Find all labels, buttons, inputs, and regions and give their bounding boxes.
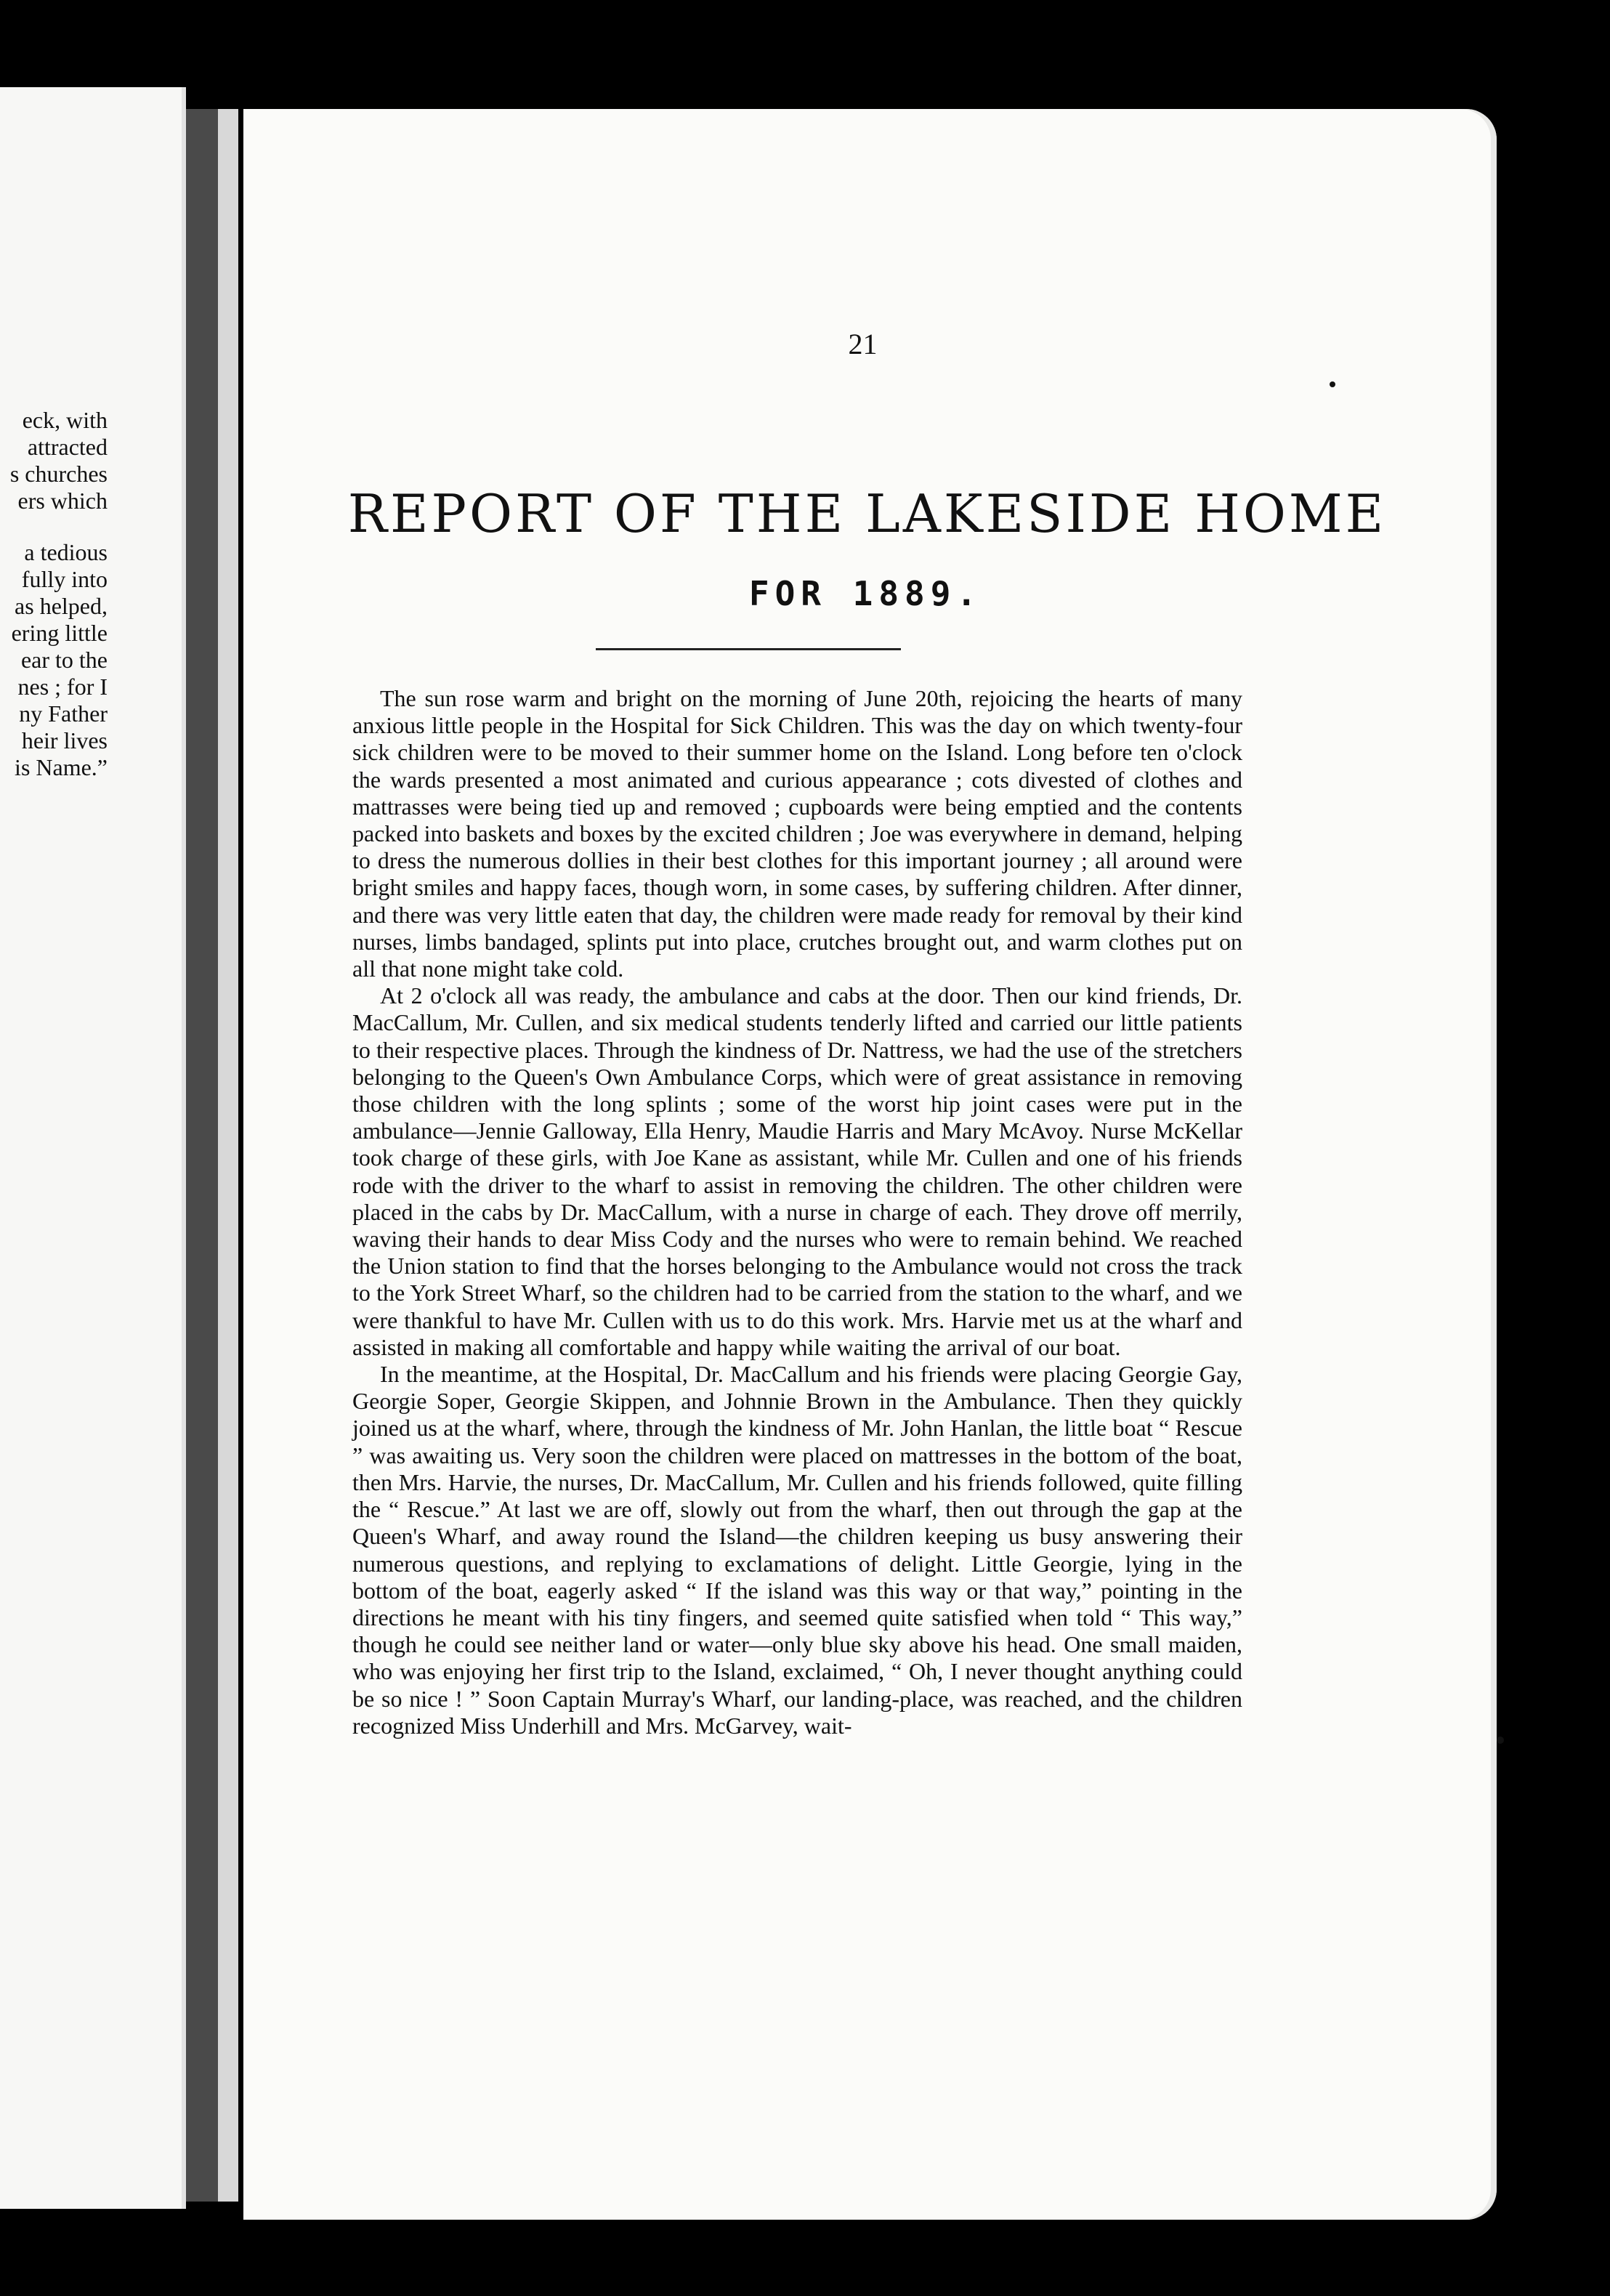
report-body [352,685,1242,1739]
left-line: heir lives [21,727,108,753]
left-line: attracted [27,434,108,460]
left-line: ers which [17,488,108,514]
paragraph: At 2 o'clock all was ready, the ambulance and cabs at the door. Then our kind friends, Dr. MacCallum, Mr. Cullen, and six medical students tenderly lifted and carried our little patients to their respective places. Through the kindness of Dr. Nattress, we had the use of the stretchers belonging to the Queen's Own Ambulance Corps, which were of great assistance in removing those children with the long splints ; some of the worst hip joint cases were put in the ambulance—Jennie Galloway, Ella Henry, Maudie Harris and Mary McAvoy. Nurse McKellar took charge of these girls, with Joe Kane as assistant, while Mr. Cullen and one of his friends rode with the driver to the wharf to assist in removing the children. The other children were placed in the cabs by Dr. MacCallum, with a nurse in charge of each. They drove off merrily, waving their hands to dear Miss Cody and the nurses who were to remain behind. We reached the Union station to find that the horses belonging to the Ambulance would not cross the track to the York Street Wharf, so the children had to be carried from the station to the wharf, and we were thankful to have Mr. Cullen with us to do this work. Mrs. Harvie met us at the wharf and assisted in making all comfortable and happy while waiting the arrival of our boat. [352,982,1242,1360]
title-divider [596,648,901,650]
left-line: is Name.” [15,754,108,780]
left-line: s churches [9,461,108,487]
speck [1497,1737,1504,1744]
left-line: fully into [21,566,108,592]
left-line: ny Father [19,700,108,727]
paragraph: In the meantime, at the Hospital, Dr. MacCallum and his friends were placing Georgie Gay, Georgie Soper, Georgie Skippen, and Johnnie Brown in the Ambulance. Then they quickly joined us at the wharf, where, through the kindness of Mr. John Hanlan, the little boat “ Rescue ” was awaiting us. Very soon the children were placed on mattresses in the bottom of the boat, then Mrs. Harvie, the nurses, Dr. MacCallum, Mr. Cullen and his friends followed, quite filling the “ Rescue.” At last we are off, slowly out from the wharf, then out through the gap at the Queen's Wharf, and away round the Island—the children keeping us busy answering their numerous questions, and replying to exclamations of delight. Little Georgie, lying in the bottom of the boat, eagerly asked “ If the island was this way or that way,” pointing in the directions he meant with his tiny fingers, and seemed quite satisfied when told “ This way,” though he could see neither land or water—only blue sky above his head. One small maiden, who was enjoying her first trip to the Island, exclaimed, “ Oh, I never thought anything could be so nice ! ” Soon Captain Murray's Wharf, our landing-place, was reached, and the children recognized Miss Underhill and Mrs. McGarvey, wait- [352,1361,1242,1739]
left-page-text [0,407,108,781]
left-line: ear to the [20,647,108,673]
speck [1330,381,1335,387]
left-facing-page [0,87,186,2209]
left-line: a tedious [24,539,108,565]
left-line: ering little [11,620,108,646]
left-line: eck, with [22,407,108,433]
report-subtitle: FOR 1889. [748,574,983,613]
main-page [243,109,1497,2220]
paragraph: The sun rose warm and bright on the morning of June 20th, rejoicing the hearts of many anxious little people in the Hospital for Sick Children. This was the day on which twenty-four sick children were to be moved to their summer home on the Island. Long before ten o'clock the wards presented a most animated and curious appearance ; cots divested of clothes and mattrasses were being tied up and removed ; cupboards were being emptied and the contents packed into baskets and boxes by the excited children ; Joe was everywhere in demand, helping to dress the numerous dollies in their best clothes for this important journey ; all around were bright smiles and happy faces, though worn, in some cases, by suffering children. After dinner, and there was very little eaten that day, the children were made ready for removal by their kind nurses, limbs bandaged, splints put into place, crutches brought out, and warm clothes put on all that none might take cold. [352,685,1242,982]
report-title: REPORT OF THE LAKESIDE HOME [347,483,1387,544]
page-number: 21 [848,328,878,360]
left-line: as helped, [15,593,108,619]
left-line: nes ; for I [17,674,108,700]
page-edge [218,109,238,2202]
